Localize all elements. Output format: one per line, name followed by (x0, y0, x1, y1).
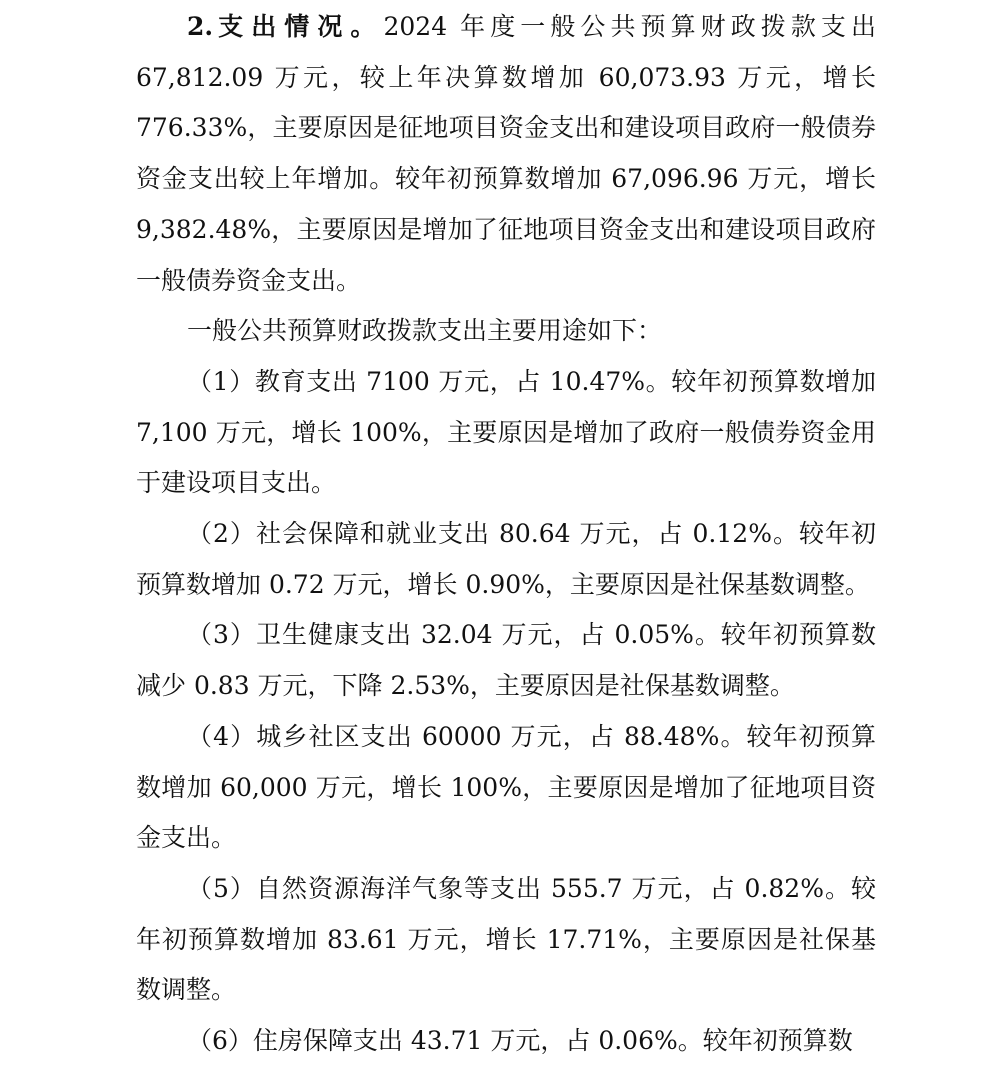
item-natural-resources: （5）自然资源海洋气象等支出 555.7 万元，占 0.82%。较年初预算数增加 83.61 万元，增长 17.71%，主要原因是社保基数调整。 (136, 873, 876, 1005)
section-title: 支出情况。 (213, 12, 384, 41)
item-education: （1）教育支出 7100 万元，占 10.47%。较年初预算数增加 7,100 万元，增长 100%，主要原因是增加了政府一般债券资金用于建设项目支出。 (136, 366, 876, 498)
document-body (136, 2, 876, 1067)
usage-lead-paragraph: 一般公共预算财政拨款支出主要用途如下： (187, 316, 663, 346)
item-health: （3）卫生健康支出 32.04 万元，占 0.05%。较年初预算数减少 0.83 万元，下降 2.53%，主要原因是社保基数调整。 (136, 620, 876, 701)
section-number: 2. (187, 12, 214, 41)
item-housing: （6）住房保障支出 43.71 万元，占 0.06%。较年初预算数 (187, 1026, 853, 1056)
item-social-security: （2）社会保障和就业支出 80.64 万元，占 0.12%。较年初预算数增加 0.72 万元，增长 0.90%，主要原因是社保基数调整。 (136, 519, 876, 599)
intro-text: 2024 年度一般公共预算财政拨款支出 67,812.09 万元，较上年决算数增加 60,073.93 万元，增长 776.33%，主要原因是征地项目资金支出和建设项目政府一般债券资金支出较上年增加。较年初预算数增加 67,096.96 万元，增长 9,382.48%，主要原因是增加了征地项目资金支出和建设项目政府一般债券资金支出。 (136, 12, 876, 295)
expenditure-intro-paragraph (136, 2, 876, 306)
item-urban-rural-community: （4）城乡社区支出 60000 万元，占 88.48%。较年初预算数增加 60,000 万元，增长 100%，主要原因是增加了征地项目资金支出。 (136, 721, 876, 853)
